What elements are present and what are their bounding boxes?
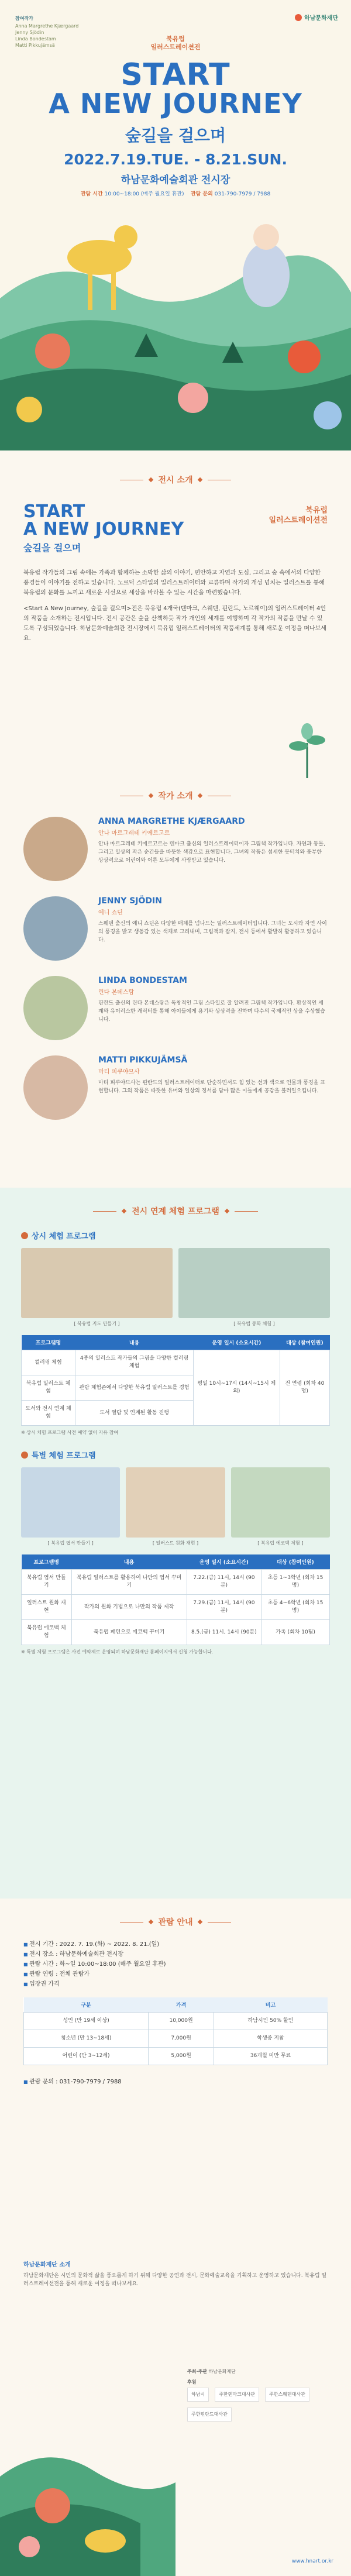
inquiry-value: 031-790-7979 / 7988 [214,191,271,197]
sponsor-logo[interactable]: 하남시 [187,2388,209,2402]
program-photo [126,1467,225,1538]
info-item: ■ 전시 장소 : 하남문화예술회관 전시장 [23,1949,328,1959]
logo-mark-icon [295,14,302,21]
footer-heading: 하남문화재단 소개 [23,2262,71,2268]
artist-name: MATTI PIKKUJÄMSÄ [98,1055,188,1065]
photo-caption: [ 북유럽 지도 만들기 ] [74,1321,120,1326]
diamond-icon [198,793,202,798]
diamond-icon [198,477,202,482]
section-title-text: 작가 소개 [158,792,193,801]
regular-program-heading [21,1230,330,1241]
program-photo [231,1467,330,1538]
artist-bio: 핀란드 출신의 린다 본데스탐은 독창적인 그림 스타일로 잘 알려진 그림책 작가입니다. 환상적인 세계와 유머러스한 캐릭터를 통해 아이들에게 용기와 상상력을 전하며 다수의 국제적인 상을 수상했습니다. [98,1000,325,1023]
intro-paragraph: 북유럽 작가들의 그림 속에는 가족과 함께하는 소박한 삶의 이야기, 편안하고 자연과 도심, 그리고 숲 속에서의 다양한 풍경들이 이야기를 전하고 있습니다. 노르딕 스타일의 일러스트레이터와 교류하며 작가의 개성 넘치는 일러스트를 통해 북유럽의 문화를 느끼고 새로운 시선으로 세상을 바라볼 수 있는 시간을 마련했습니다. [23,570,325,596]
artist-bio: 마티 피쿠야므사는 핀란드의 일러스트레이터로 단순하면서도 힘 있는 선과 색으로 인물과 풍경을 표현합니다. 그의 작품은 따뜻한 유머와 일상의 정서를 담아 많은 이들에게 공감을 불러일으킵니다. [98,1080,325,1094]
sponsor-logo[interactable]: 주한스웨덴대사관 [265,2388,309,2402]
table-cell: 도서와 전시 연계 체험 [22,1401,75,1426]
footer-text [23,2261,328,2288]
organizer-name: 하남문화재단 [208,2369,236,2374]
table-row [22,1620,330,1645]
table-cell: 5,000원 [149,2048,214,2065]
special-photos [21,1467,330,1538]
table-cell: 북유럽 일러스트를 활용하여 나만의 엽서 꾸미기 [71,1570,187,1595]
table-note: ※ 특별 체험 프로그램은 사전 예약제로 운영되며 하남문화재단 홈페이지에서 신청 가능합니다. [21,1649,214,1655]
ticket-table [23,1997,328,2065]
table-header: 운영 일시 (소요시간) [187,1554,261,1570]
intro-tag-1: 북유럽 [305,506,328,515]
table-header: 내용 [75,1335,194,1350]
section-title [21,1205,330,1217]
info-inquiry: ■ 관람 문의 : 031-790-7979 / 7988 [23,2077,328,2087]
regular-captions [21,1320,330,1327]
program-heading-text: 상시 체험 프로그램 [32,1232,96,1241]
intro-tag-2: 일러스트레이션전 [269,516,328,525]
special-program-heading [21,1449,330,1460]
artist-bio: 스웨덴 출신의 예니 쇼딘은 다양한 매체를 넘나드는 일러스트레이터입니다. 그녀는 도시와 자연 사이의 풍경을 밝고 생동감 있는 색채로 그려내며, 그림책과 잡지, 전시 등에서 활발히 활동하고 있습니다. [98,921,327,943]
table-cell: 북유럽 에코백 체험 [22,1620,72,1645]
photo-caption: [ 일러스트 원화 재현 ] [152,1540,199,1546]
website-link[interactable]: www.hnart.or.kr [291,2558,333,2564]
diamond-icon [198,1920,202,1924]
hero-title-journey: A NEW JOURNEY [49,88,302,119]
artist-name: Jenny Sjödin [15,30,44,35]
program-section [0,1188,351,1899]
logo-text: 하남문화재단 [304,15,338,22]
table-cell: 도서 열람 및 연계된 활동 진행 [75,1401,194,1426]
diamond-icon [148,477,153,482]
artist-name: LINDA BONDESTAM [98,976,187,985]
artist-name: JENNY SJÖDIN [98,896,162,906]
table-row [24,2030,328,2048]
artist-card [23,817,328,881]
table-cell: 가족 (회차 10팀) [261,1620,330,1645]
photo-caption: [ 북유럽 엽서 만들기 ] [47,1540,94,1546]
table-row [24,2013,328,2030]
section-title [23,790,328,802]
footer-section [0,2250,351,2576]
table-cell: 관람 체험존에서 다양한 북유럽 일러스트를 경험 [75,1375,194,1401]
artists-heading: 참여작가 [15,16,33,21]
hero-title-korean: 숲길을 걸으며 [125,126,226,145]
hero-subtitle-2: 일러스트레이션전 [150,43,201,51]
intro-logo-korean: 숲길을 걸으며 [23,542,81,553]
artist-card [23,1055,328,1120]
sponsor-logo[interactable]: 주한핀란드대사관 [187,2408,232,2422]
table-cell: 북유럽 엽서 만들기 [22,1570,72,1595]
hours-value: 10:00~18:00 (매주 월요일 휴관) [104,191,184,197]
artist-photo [23,1055,88,1120]
hero-illustration [0,205,351,450]
hero-date: 2022.7.19.TUE. - 8.21.SUN. [64,151,287,168]
intro-text [23,568,328,644]
artist-photo [23,976,88,1040]
table-cell: 초등 1~3학년 (회차 15명) [261,1570,330,1595]
table-cell: 초등 4~6학년 (회차 15명) [261,1595,330,1620]
divider [93,1211,116,1212]
table-cell: 7.29.(금) 11시, 14시 (90분) [187,1595,261,1620]
regular-program-table [21,1335,330,1426]
artist-name: ANNA MARGRETHE KJÆRGAARD [98,817,245,826]
table-header: 프로그램명 [22,1335,75,1350]
table-cell: 어린이 (만 3~12세) [24,2048,149,2065]
organizer-label: 주최·주관 [187,2369,207,2374]
table-header: 프로그램명 [22,1554,72,1570]
table-cell: 36개월 미만 무료 [214,2048,327,2065]
hero-info [0,190,351,197]
intro-paragraph: <Start A New Journey, 숲길을 걸으며>전은 북유럽 4개국(덴마크, 스웨덴, 핀란드, 노르웨이)의 일러스트레이터 4인의 작품을 소개하는 전시입니다. 전시 공간은 숲을 산책하듯 작가 개인의 세계를 여행하며 각 작가의 작품을 만날 수 있도록 구성되었습니다. 하남문화예술회관 전시장에서 북유럽 일러스트레이터의 작품세계를 통해 새로운 여정을 떠나보세요. [23,606,326,642]
info-item: ■ 관람 시간 : 화~일 10:00~18:00 (매주 월요일 휴관) [23,1959,328,1969]
diamond-icon [148,1920,153,1924]
table-header: 내용 [71,1554,187,1570]
table-cell: 7.22.(금) 11시, 14시 (90분) [187,1570,261,1595]
info-list [23,1939,328,1989]
info-item: ■ 입장권 가격 [23,1979,328,1989]
table-header-row [22,1554,330,1570]
artist-photo [23,817,88,881]
inquiry-label: 관람 문의 [190,191,213,197]
table-header: 비고 [214,1997,327,2013]
table-row [24,2048,328,2065]
table-cell: 하남시민 50% 할인 [214,2013,327,2030]
table-row [22,1595,330,1620]
artist-card [23,896,328,961]
table-cell: 10,000원 [149,2013,214,2030]
hero-venue: 하남문화예술회관 전시장 [121,174,230,186]
inquiry-list [23,2077,328,2087]
table-cell: 8.5.(금) 11시, 14시 (90분) [187,1620,261,1645]
footer-illustration [0,2406,351,2576]
artist-name: Linda Bondestam [15,36,56,42]
table-row [22,1570,330,1595]
section-title-text: 관람 안내 [158,1918,193,1927]
table-cell: 전 연령 (회차 40명) [280,1350,329,1426]
sponsor-label: 후원 [187,2379,197,2385]
program-photo [178,1248,330,1318]
table-header-row [22,1335,330,1350]
table-header: 대상 (참여인원) [261,1554,330,1570]
artist-korean-name: 안나 마르그레테 키에르고르 [98,830,170,837]
hero-subtitle [0,35,351,51]
diamond-icon [122,1209,126,1213]
hero-poster [0,0,351,450]
program-photo [21,1467,120,1538]
intro-logo-start: START [23,501,85,522]
artists-section [0,778,351,1188]
section-title-text: 전시 연계 체험 프로그램 [132,1207,219,1216]
divider [235,1211,258,1212]
table-header: 가격 [149,1997,214,2013]
regular-photos [21,1248,330,1318]
info-section [0,1899,351,2250]
footer-paragraph: 하남문화재단은 시민의 문화적 삶을 풍요롭게 하기 위해 다양한 공연과 전시, 문화예술교육을 기획하고 운영하고 있습니다. 북유럽 일러스트레이션전을 통해 새로운 여정을 떠나보세요. [23,2273,327,2287]
hero-subtitle-1: 북유럽 [166,35,185,43]
sponsor-logo[interactable]: 주한덴마크대사관 [215,2388,259,2402]
artist-korean-name: 예니 쇼딘 [98,910,123,916]
program-heading-text: 특별 체험 프로그램 [32,1452,96,1460]
foundation-logo[interactable] [295,13,338,22]
sponsor-logos [187,2388,333,2422]
table-header: 구분 [24,1997,149,2013]
photo-caption: [ 북유럽 동화 체험 ] [233,1321,275,1326]
bullet-icon [21,1232,28,1239]
special-program-table [21,1554,330,1645]
artist-korean-name: 마티 피쿠야므사 [98,1069,140,1075]
artist-name: Matti Pikkujämsä [15,43,55,48]
artist-bio: 안나 마르그레테 키에르고르는 덴마크 출신의 일러스트레이터이자 그림책 작가입니다. 자연과 동물, 그리고 일상의 작은 순간들을 따뜻한 색감으로 표현합니다. 그녀의 작품은 섬세한 붓터치와 풍부한 상상력으로 어린이와 어른 모두에게 사랑받고 있습니다. [98,841,325,864]
artist-photo [23,896,88,961]
table-header: 대상 (참여인원) [280,1335,329,1350]
table-cell: 4종의 일러스트 작가들의 그림을 다양한 컬러링 체험 [75,1350,194,1375]
table-cell: 성인 (만 19세 이상) [24,2013,149,2030]
artist-card [23,976,328,1040]
intro-box [23,503,328,644]
section-title [23,1916,328,1928]
table-cell: 북유럽 패턴으로 에코백 꾸미기 [71,1620,187,1645]
section-title [23,474,328,486]
special-captions [21,1540,330,1546]
info-item: ■ 전시 기간 : 2022. 7. 19.(화) ~ 2022. 8. 21.(일) [23,1939,328,1949]
program-photo [21,1248,173,1318]
hours-label: 관람 시간 [80,191,103,197]
intro-logo-journey: A NEW JOURNEY [23,519,184,539]
hero-title-start: START [121,57,230,92]
artist-korean-name: 린다 본데스탐 [98,989,135,996]
table-cell: 학생증 지참 [214,2030,327,2048]
table-header-row [24,1997,328,2013]
bullet-icon [21,1452,28,1459]
table-cell: 컬러링 체험 [22,1350,75,1375]
intro-section [0,450,351,778]
table-cell: 일러스트 원화 재현 [22,1595,72,1620]
diamond-icon [225,1209,229,1213]
table-cell: 평일 10시~17시 (14시~15시 제외) [194,1350,280,1426]
table-row [22,1350,330,1375]
photo-caption: [ 북유럽 에코백 체험 ] [257,1540,304,1546]
table-cell: 7,000원 [149,2030,214,2048]
table-header: 운영 일시 (소요시간) [194,1335,280,1350]
section-title-text: 전시 소개 [158,476,193,485]
table-cell: 청소년 (만 13~18세) [24,2030,149,2048]
intro-tag [269,505,328,525]
diamond-icon [148,793,153,798]
plant-illustration [281,720,333,778]
table-cell: 북유럽 일러스트 체험 [22,1375,75,1401]
artist-name: Anna Margrethe Kjærgaard [15,23,79,29]
table-note: ※ 상시 체험 프로그램 사전 예약 없이 자유 참여 [21,1430,119,1435]
info-item: ■ 관람 연령 : 전체 관람가 [23,1969,328,1979]
table-cell: 작가의 원화 기법으로 나만의 작품 제작 [71,1595,187,1620]
sponsors [187,2367,333,2422]
